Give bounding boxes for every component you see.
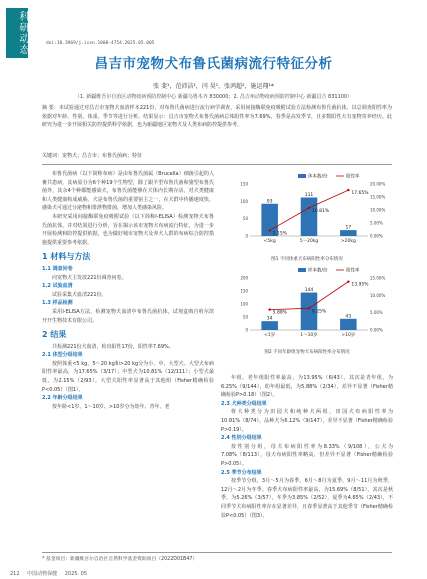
line-point	[347, 189, 349, 191]
y-tick-label-left: 100	[240, 198, 248, 204]
subsection-heading: 2.5 季节分布结果	[221, 469, 262, 476]
bar	[301, 198, 318, 236]
issue-number: 2025. 05	[64, 571, 88, 577]
bar-data-label: 93	[266, 199, 273, 205]
line-point	[268, 308, 270, 310]
subsection-heading: 2.4 性别分组结果	[221, 435, 262, 442]
bar-data-label: 34	[266, 316, 273, 322]
legend-swatch-bar	[298, 174, 306, 178]
y-tick-label-right: 10.00%	[370, 292, 386, 298]
subsection-heading: 2.1 体型分组结果	[42, 352, 83, 359]
bar-data-label: 43	[345, 314, 352, 320]
subsection-heading: 2.2 年龄分组结果	[42, 395, 83, 402]
body-paragraph: 按季节分组，3月～5月为春季，6月～8月为夏季，9月～11月为秋季，12月～2月为冬季。春季犬布病阳性率最高，为15.69%（8/51），其次是秋季，为5.26%（3/57），冬季为3.85%（2/52），夏季为4.65%（2/43），不同季节犬布病阳性率存在显著差异，且春季显著高于其他季节（Fisher精确检验P<0.05）（图3）。	[221, 478, 393, 519]
page-footer	[10, 570, 93, 577]
line-point	[347, 280, 349, 282]
y-tick-label-left: 50	[242, 314, 248, 320]
y-tick-label-right: 15.00%	[370, 275, 386, 281]
y-tick-label-right: 0.00%	[370, 327, 383, 333]
body-paragraph: 按照体重<5 kg、5～20 kg和>20 kg分为小、中、大型犬。大型犬布病阳性率最高，为17.65%（3/17）；中型犬为10.81%（12/111）；小型犬最低，为2.15%（2/93）。大型犬阳性率显著高于其他组（Fisher精确检验P<0.05）（图1）。	[42, 360, 214, 393]
section-heading: 1 材料与方法	[42, 252, 91, 262]
line-data-label: 13.95%	[351, 282, 369, 288]
line-data-label: 10.81%	[312, 208, 330, 214]
body-paragraph: 共检测221份犬血清，检出阳性17份，阳性率7.69%。	[52, 343, 174, 350]
y-tick-label-right: 20.00%	[370, 181, 386, 187]
bar	[261, 321, 278, 330]
y-tick-label-left: 50	[242, 216, 248, 222]
subsection-heading: 2.3 犬种类分组结果	[221, 400, 267, 407]
figure-1-caption: 图1 不同体重犬布病阳性率分布情况	[271, 257, 343, 262]
line-point	[308, 307, 310, 309]
y-tick-label-right: 15.00%	[370, 194, 386, 200]
bar-data-label: 144	[304, 288, 314, 294]
bar-data-label: 111	[304, 193, 314, 199]
x-tick-label: <5kg	[263, 239, 276, 244]
journal-name: 中国动物保健	[27, 571, 58, 577]
y-tick-label-right: 10.00%	[370, 207, 386, 213]
bar	[340, 230, 357, 236]
body-paragraph: 向宠物犬主发放221份调查问卷。	[52, 274, 127, 281]
divider	[42, 164, 392, 165]
body-paragraph: 试验采集犬血清221份。	[52, 291, 107, 298]
line-data-label: 2.15%	[272, 231, 287, 237]
legend-label: 样本数/份	[308, 268, 328, 274]
figure-1-chart	[228, 172, 398, 252]
bar-data-label: 17	[345, 225, 352, 231]
left-column	[42, 170, 214, 411]
line-data-label: 5.88%	[272, 310, 287, 316]
subsection-heading: 1.1 调查问卷	[42, 265, 73, 272]
page-number: 212	[10, 571, 20, 577]
authors: 张 斐¹，范沛洁¹，闫 昊¹，张鸿超²，施运翔¹*	[153, 83, 274, 90]
keywords: 关键词：宠物犬；昌吉市；布鲁氏菌病；特征	[42, 153, 143, 159]
x-tick-label: <1岁	[264, 333, 276, 338]
x-tick-label: 1～10岁	[300, 333, 318, 338]
subsection-heading: 1.2 试验血清	[42, 283, 73, 290]
line-point	[308, 207, 310, 209]
line-point	[268, 229, 270, 231]
intro-paragraph: 本研究采用间接酶联免疫吸附试验（以下简称I-ELISA）检测宠物犬布鲁氏菌抗体，并对结果进行分析，旨在揭示该市宠物犬布病流行特征，为进一步开展检测和防控提供依据，也为做好城市宠物犬及养犬人群的布病综合防控措施提供重要参考依据。	[42, 213, 214, 246]
y-tick-label-left: 0	[245, 327, 248, 333]
legend-swatch-bar	[298, 268, 306, 272]
y-tick-label-right: 5.00%	[370, 220, 383, 226]
affiliation: （1. 新疆维吾尔自治区动物疫病预防控制中心 新疆乌鲁木齐 830000；2. 昌吉州动物疫病预防控制中心 新疆昌吉 831100）	[74, 94, 353, 100]
body-paragraph: 将犬种类分为田园犬和纯种犬两组，田园犬布病阳性率为10.81%（8/74），品种犬为6.12%（9/147），差异不显著（Fisher精确检验P>0.19）。	[221, 409, 393, 433]
body-paragraph: 采用I-ELISA方法，检测宠物犬血清中布鲁氏菌抗体，试剂盒购自哈尔滨开开生物技术有限公司。	[42, 308, 214, 324]
x-tick-label: >10岁	[341, 333, 356, 338]
y-tick-label-left: 0	[245, 233, 248, 239]
legend-label: 体本数/份	[308, 174, 328, 180]
y-tick-label-right: 5.00%	[370, 310, 383, 316]
x-tick-label: >20kg	[340, 239, 356, 244]
article-title: 昌吉市宠物犬布鲁氏菌病流行特征分析	[94, 56, 333, 72]
legend-label: 阳性率	[346, 174, 360, 180]
section-tab: 科研动态	[6, 8, 28, 58]
body-paragraph: 年组。老年组阳性率最高，为13.95%（6/43），其次是青年组，为6.25%（9/144），幼年组最低，为5.88%（2/34），差异不显著（Fisher精确检验P>0.18）（图2）。	[221, 375, 393, 399]
y-tick-label-left: 100	[240, 301, 248, 307]
doi: doi:10.3969/j.issn.1008-4754.2025.05.005	[46, 41, 155, 46]
section-heading: 2 结果	[42, 330, 67, 340]
y-tick-label-left: 200	[240, 275, 248, 281]
line-data-label: 6.25%	[312, 309, 327, 315]
subsection-heading: 1.3 样品检测	[42, 300, 73, 307]
intro-paragraph: 布鲁氏菌病（以下简称布病）是由布鲁氏菌属（Brucella）细菌引起的人畜共患病，其病原分为6个种19个生物型，除了跟羊型布鲁氏菌和猪型布鲁氏菌外，其余4个种都能感染犬，布鲁氏菌能够在犬体内长期存活，对犬类健康和人类健康构成威胁。犬是布鲁氏菌的重要宿主之一，在犬群中传播速度快，感染犬可通过分泌物和排泄物排菌，增加人类感染风险。	[42, 171, 214, 212]
body-paragraph: 按性别分组，母犬布病阳性率为8.33%（9/108），公犬为7.08%（8/113），母犬布病阳性率略高，但差异不显著（Fisher精确检验P>0.05）。	[221, 443, 393, 467]
y-tick-label-left: 150	[240, 288, 248, 294]
legend-label: 阳性率	[346, 268, 360, 274]
body-paragraph: 按年龄<1岁、1～10岁、>10岁分为幼年、青年、老	[52, 403, 170, 410]
figure-2-caption: 图2 不同年龄组宠物犬布病阳性率分布情况	[264, 350, 350, 355]
line-data-label: 17.65%	[351, 191, 369, 197]
right-column	[221, 374, 393, 520]
abstract: 摘 要：本试验通过对昌吉市宠物犬血清样本221份，对布鲁氏菌病进行流行病学调查，采用间接酶联免疫吸附试验方法检测布鲁氏菌抗体，以总调查阳性率为依据对年龄、性别、体重、季节等进行分析。结果显示：昌吉市宠物犬布鲁氏菌病总体阳性率为7.69%，春季是高发季节，且多数阳性犬有宠物寄养经历。此研究为进一步开展相关防控提供科学依据，也为新疆地区宠物犬及人类布病防控提供参考。	[42, 105, 392, 128]
y-tick-label-right: 0.00%	[370, 233, 383, 239]
funding-note: * 基金项目：新疆维吾尔自治区自然科学基金资助项目（2022D01B47）	[42, 552, 392, 562]
bar	[340, 319, 357, 330]
figure-2-chart	[228, 266, 398, 346]
x-tick-label: 5～20kg	[299, 239, 319, 244]
y-tick-label-left: 150	[240, 181, 248, 187]
